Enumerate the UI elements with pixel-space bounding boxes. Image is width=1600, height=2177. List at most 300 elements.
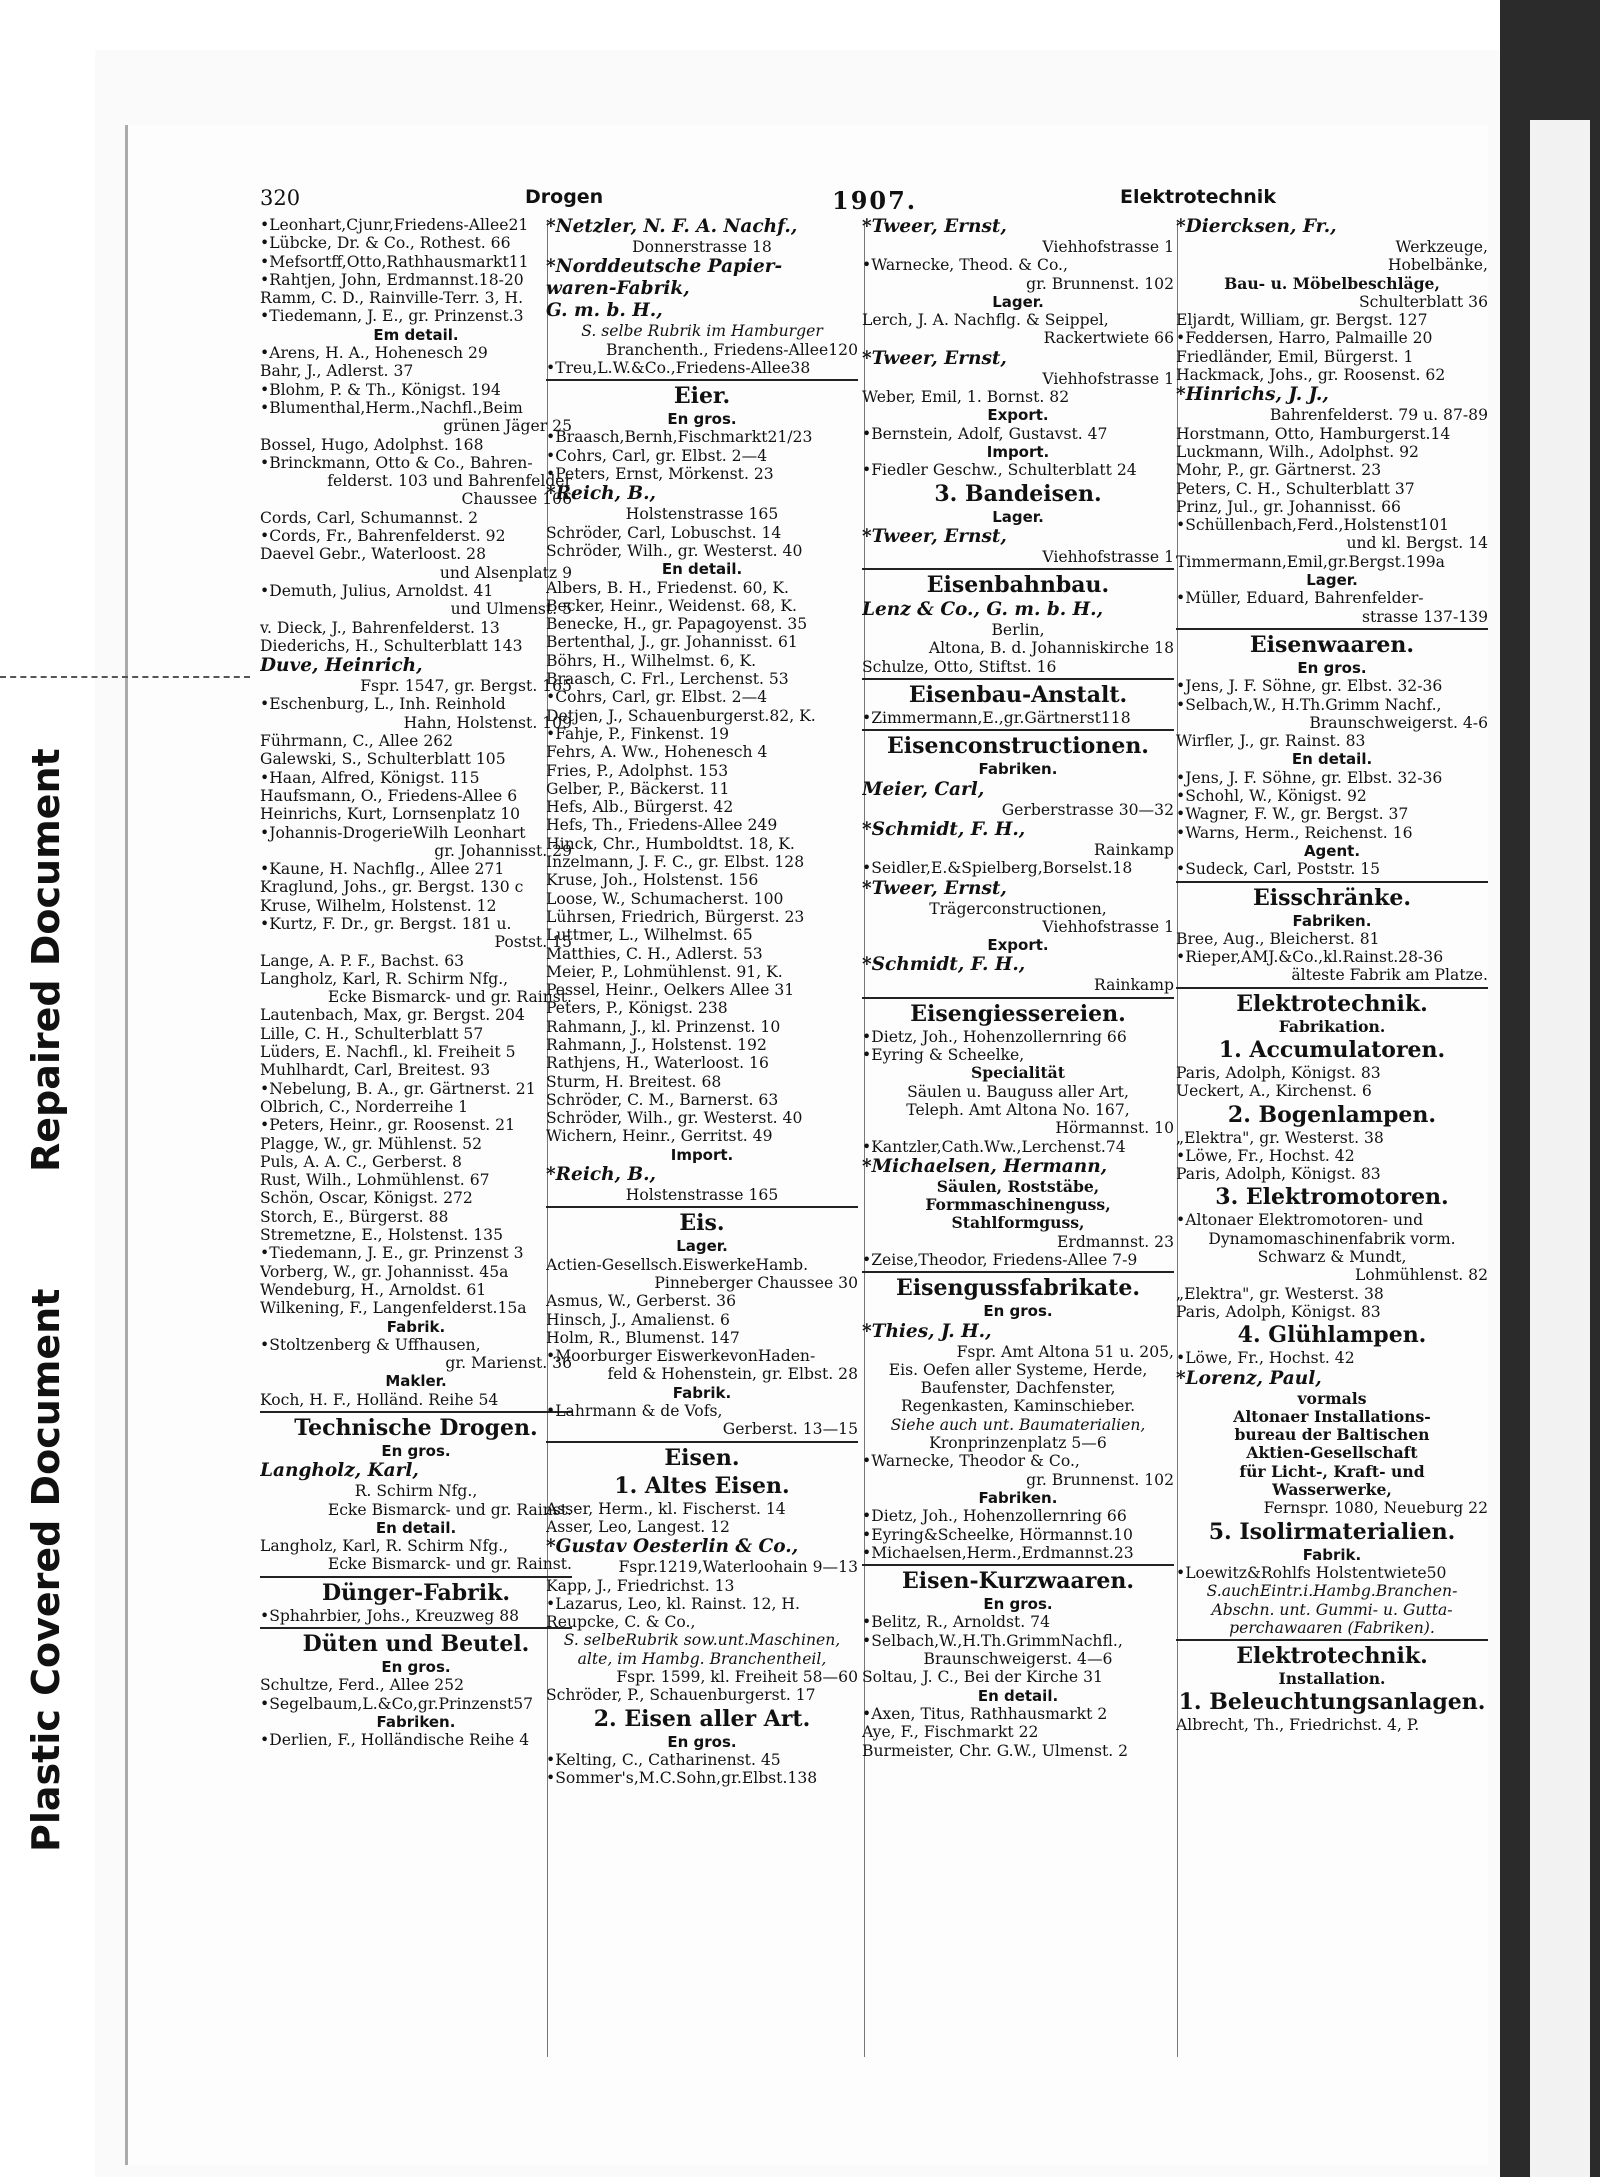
directory-entry: Plagge, W., gr. Mühlenst. 52 xyxy=(260,1134,483,1153)
section-rule xyxy=(1176,987,1488,989)
directory-entry: Weber, Emil, 1. Bornst. 82 xyxy=(862,388,1070,407)
directory-entry: Specialität xyxy=(971,1064,1065,1083)
directory-entry: gr. Brunnenst. 102 xyxy=(1026,274,1174,293)
directory-entry: Installation. xyxy=(1278,1670,1386,1689)
directory-entry: Trägerconstructionen, xyxy=(929,899,1107,918)
directory-entry: Rainkamp xyxy=(1094,976,1174,995)
directory-entry: •Leonhart,Cjunr,Friedens-Allee21 xyxy=(260,216,529,234)
subsection-label: Fabrik. xyxy=(672,1383,732,1402)
directory-entry: feld & Hohenstein, gr. Elbst. 28 xyxy=(607,1365,858,1384)
section-rule xyxy=(862,997,1174,999)
subsection-label: Export. xyxy=(987,936,1049,955)
section-heading: Technische Drogen. xyxy=(294,1415,538,1441)
directory-entry: •Wagner, F. W., gr. Bergst. 37 xyxy=(1176,805,1409,824)
directory-entry: Kruse, Wilhelm, Holstenst. 12 xyxy=(260,896,497,915)
directory-entry: •Peters, Heinr., gr. Roosenst. 21 xyxy=(260,1116,516,1135)
directory-entry: •Eschenburg, L., Inh. Reinhold xyxy=(260,695,506,714)
directory-entry: Gerberstrasse 30—32 xyxy=(1001,800,1174,819)
subsection-label: Import. xyxy=(986,442,1050,461)
directory-entry: •Haan, Alfred, Königst. 115 xyxy=(260,768,480,787)
directory-column-3 xyxy=(862,216,1174,1760)
directory-entry: Asmus, W., Gerberst. 36 xyxy=(546,1292,737,1311)
directory-entry: Fspr. 1547, gr. Bergst. 165 xyxy=(360,677,572,696)
directory-entry: und Ulmenst. 5 xyxy=(450,600,572,619)
firm-name-entry: *Reich, B., xyxy=(546,1164,656,1186)
section-rule xyxy=(546,1206,858,1208)
directory-entry: Schröder, P., Schauenburgerst. 17 xyxy=(546,1686,816,1705)
directory-entry: Inzelmann, J. F. C., gr. Elbst. 128 xyxy=(546,853,805,872)
subsection-label: En gros. xyxy=(1297,658,1367,677)
directory-entry: •Lazarus, Leo, kl. Rainst. 12, H. xyxy=(546,1594,800,1613)
subsection-label: En detail. xyxy=(375,1518,457,1537)
directory-entry: S. selbe Rubrik im Hamburger xyxy=(581,322,823,341)
directory-entry: •Warnecke, Theodor & Co., xyxy=(862,1452,1080,1471)
section-heading: Eier. xyxy=(673,383,731,410)
directory-entry: Hinck, Chr., Humboldtst. 18, K. xyxy=(546,834,795,853)
subsection-label: Fabriken. xyxy=(376,1712,456,1731)
firm-name-entry: Duve, Heinrich, xyxy=(260,655,423,677)
firm-name-entry: *Tweer, Ernst, xyxy=(862,877,1007,899)
directory-entry: Lohmühlenst. 82 xyxy=(1355,1266,1488,1285)
directory-entry: Meier, P., Lohmühlenst. 91, K. xyxy=(546,962,783,981)
directory-entry: Holstenstrasse 165 xyxy=(625,1186,779,1205)
directory-entry: •Schohl, W., Königst. 92 xyxy=(1176,787,1367,806)
directory-entry: Prinz, Jul., gr. Johannisst. 66 xyxy=(1176,497,1401,516)
directory-entry: •Selbach,W., H.Th.Grimm Nachf., xyxy=(1176,695,1442,714)
subsection-label: En gros. xyxy=(667,1732,737,1751)
section-heading: Eisen-Kurzwaaren. xyxy=(901,1568,1135,1595)
section-rule xyxy=(546,1441,858,1443)
directory-entry: Ecke Bismarck- und gr. Rainst. xyxy=(327,1500,572,1519)
directory-entry: Luttmer, L., Wilhelmst. 65 xyxy=(546,926,753,945)
firm-name-entry: Meier, Carl, xyxy=(862,778,985,800)
directory-entry: •Jens, J. F. Söhne, gr. Elbst. 32-36 xyxy=(1176,768,1443,787)
directory-entry: •Fiedler Geschw., Schulterblatt 24 xyxy=(862,461,1137,480)
directory-entry: •Fahje, P., Finkenst. 19 xyxy=(546,724,730,743)
directory-entry: Rust, Wilh., Lohmühlenst. 67 xyxy=(260,1171,490,1190)
directory-entry: •Cohrs, Carl, gr. Elbst. 2—4 xyxy=(546,688,768,707)
directory-entry: Peters, P., Königst. 238 xyxy=(546,999,728,1018)
directory-entry: •Arens, H. A., Hohenesch 29 xyxy=(260,344,488,363)
directory-entry: Fspr.1219,Waterloohain 9—13 xyxy=(618,1558,858,1577)
section-rule xyxy=(1176,881,1488,883)
section-heading: Elektrotechnik. xyxy=(1236,990,1428,1017)
directory-column-2 xyxy=(546,216,858,1787)
directory-entry: •Cords, Fr., Bahrenfelderst. 92 xyxy=(260,527,506,546)
directory-entry: Haufsmann, O., Friedens-Allee 6 xyxy=(260,786,518,805)
directory-entry: •Lübcke, Dr. & Co., Rothest. 66 xyxy=(260,234,511,253)
directory-entry: Holstenstrasse 165 xyxy=(625,505,779,524)
directory-entry: Regenkasten, Kaminschieber. xyxy=(900,1397,1136,1416)
directory-entry: strasse 137-139 xyxy=(1361,607,1488,626)
directory-entry: •Brinckmann, Otto & Co., Bahren- xyxy=(260,453,533,472)
subsection-label: En gros. xyxy=(983,1302,1053,1321)
directory-entry: •Warns, Herm., Reichenst. 16 xyxy=(1176,823,1413,842)
directory-entry: Säulen, Roststäbe, xyxy=(936,1177,1100,1196)
directory-entry: Langholz, Karl, R. Schirm Nfg., xyxy=(260,1537,509,1556)
directory-entry: Loose, W., Schumacherst. 100 xyxy=(546,889,784,908)
directory-entry: Postst. 15 xyxy=(494,933,572,952)
directory-entry: Rahmann, J., kl. Prinzenst. 10 xyxy=(546,1017,781,1036)
section-heading: Eis. xyxy=(679,1210,725,1237)
directory-entry: •Schüllenbach,Ferd.,Holstenst101 xyxy=(1176,516,1450,535)
directory-entry: Dynamomaschinenfabrik vorm. xyxy=(1208,1229,1456,1248)
directory-entry: Friedländer, Emil, Bürgerst. 1 xyxy=(1176,347,1414,366)
directory-entry: Werkzeuge, xyxy=(1395,238,1488,256)
firm-name-entry: *Gustav Oesterlin & Co., xyxy=(546,1536,799,1558)
directory-entry: für Licht-, Kraft- und xyxy=(1239,1462,1425,1481)
directory-entry: Kruse, Joh., Holstenst. 156 xyxy=(546,871,759,890)
subsection-label: Lager. xyxy=(992,507,1044,526)
directory-entry: bureau der Baltischen xyxy=(1234,1426,1430,1445)
directory-entry: Schultze, Ferd., Allee 252 xyxy=(260,1676,465,1695)
directory-entry: Mohr, P., gr. Gärtnerst. 23 xyxy=(1176,461,1382,480)
section-heading: Dünger-Fabrik. xyxy=(321,1579,511,1606)
directory-entry: Aktien-Gesellschaft xyxy=(1246,1444,1418,1463)
directory-entry: •Sommer's,M.C.Sohn,gr.Elbst.138 xyxy=(546,1769,818,1788)
directory-entry: •Seidler,E.&Spielberg,Borselst.18 xyxy=(862,859,1133,878)
directory-entry: Bree, Aug., Bleicherst. 81 xyxy=(1176,929,1380,948)
firm-name-entry: *Tweer, Ernst, xyxy=(862,525,1007,547)
directory-entry: •Zimmermann,E.,gr.Gärtnerst118 xyxy=(862,709,1131,728)
section-heading: 2. Bogenlampen. xyxy=(1227,1101,1437,1128)
directory-entry: Cords, Carl, Schumannst. 2 xyxy=(260,508,479,527)
directory-entry: Langholz, Karl, R. Schirm Nfg., xyxy=(260,969,509,988)
firm-name-entry: *Tweer, Ernst, xyxy=(862,216,1007,237)
directory-entry: Braunschweigerst. 4-6 xyxy=(1309,713,1488,732)
directory-entry: Führmann, C., Allee 262 xyxy=(260,732,454,751)
directory-entry: •Johannis-DrogerieWilh Leonhart xyxy=(260,823,526,842)
directory-entry: Asser, Leo, Langest. 12 xyxy=(546,1517,730,1536)
directory-entry: Wilkening, F., Langenfelderst.15a xyxy=(260,1299,527,1318)
directory-entry: •Müller, Eduard, Bahrenfelder- xyxy=(1176,589,1424,608)
directory-entry: Chaussee 106 xyxy=(461,490,572,509)
directory-entry: Schröder, Carl, Lobuschst. 14 xyxy=(546,523,782,542)
directory-entry: Schwarz & Mundt, xyxy=(1257,1248,1407,1267)
directory-entry: Galewski, S., Schulterblatt 105 xyxy=(260,750,506,769)
subsection-label: Makler. xyxy=(385,1372,447,1391)
section-rule xyxy=(862,1271,1174,1273)
directory-entry: Wasserwerke, xyxy=(1272,1481,1392,1500)
directory-entry: felderst. 103 und Bahrenfelder xyxy=(327,472,572,491)
firm-name-entry: *Schmidt, F. H., xyxy=(862,818,1026,840)
directory-entry: Peters, C. H., Schulterblatt 37 xyxy=(1176,479,1415,498)
directory-entry: Becker, Heinr., Weidenst. 68, K. xyxy=(546,596,797,615)
section-heading: Eisenwaaren. xyxy=(1249,631,1415,658)
directory-entry: Lüders, E. Nachfl., kl. Freiheit 5 xyxy=(260,1043,516,1062)
running-head-left: Drogen xyxy=(525,186,604,208)
subsection-label: En gros. xyxy=(381,1442,451,1460)
directory-entry: •Sudeck, Carl, Poststr. 15 xyxy=(1176,860,1381,879)
directory-entry: älteste Fabrik am Platze. xyxy=(1291,966,1488,985)
directory-entry: R. Schirm Nfg., xyxy=(354,1482,478,1501)
directory-entry: Fries, P., Adolphst. 153 xyxy=(546,761,729,780)
directory-entry: Donnerstrasse 18 xyxy=(632,238,772,256)
directory-entry: •Kelting, C., Catharinenst. 45 xyxy=(546,1750,781,1769)
directory-entry: Ecke Bismarck- und gr. Rainst. xyxy=(327,1555,572,1574)
directory-entry: Eis. Oefen aller Systeme, Herde, xyxy=(888,1360,1148,1379)
directory-entry: Timmermann,Emil,gr.Bergst.199a xyxy=(1176,552,1445,571)
directory-entry: Luckmann, Wilh., Adolphst. 92 xyxy=(1176,442,1419,461)
directory-entry: Bau- u. Möbelbeschläge, xyxy=(1224,274,1440,293)
directory-entry: Rathjens, H., Waterloost. 16 xyxy=(546,1054,769,1073)
directory-entry: •Kantzler,Cath.Ww.,Lerchenst.74 xyxy=(862,1137,1126,1156)
running-head-right: Elektrotechnik xyxy=(1120,186,1276,208)
directory-entry: Kraglund, Johs., gr. Bergst. 130 c xyxy=(260,878,524,897)
directory-entry: Lille, C. H., Schulterblatt 57 xyxy=(260,1024,484,1043)
subsection-label: Import. xyxy=(670,1145,734,1164)
directory-entry: Hefs, Th., Friedens-Allee 249 xyxy=(546,816,778,835)
directory-entry: Ecke Bismarck- und gr. Rainst. xyxy=(327,988,572,1007)
directory-entry: Bertenthal, J., gr. Johannisst. 61 xyxy=(546,633,798,652)
directory-entry: vormals xyxy=(1297,1389,1367,1408)
directory-entry: •Bernstein, Adolf, Gustavst. 47 xyxy=(862,424,1108,443)
directory-entry: •Peters, Ernst, Mörkenst. 23 xyxy=(546,465,774,484)
directory-entry: Branchenth., Friedens-Allee120 xyxy=(606,340,858,359)
directory-entry: grünen Jäger 25 xyxy=(443,417,572,436)
subsection-label: Agent. xyxy=(1303,841,1361,860)
directory-entry: Wirfler, J., gr. Rainst. 83 xyxy=(1176,732,1366,751)
section-heading: Elektrotechnik. xyxy=(1236,1643,1428,1670)
directory-entry: Viehhofstrasse 1 xyxy=(1042,369,1174,388)
directory-entry: •Tiedemann, J. E., gr. Prinzenst 3 xyxy=(260,1244,524,1263)
directory-entry: Pinneberger Chaussee 30 xyxy=(654,1273,858,1292)
directory-entry: •Demuth, Julius, Arnoldst. 41 xyxy=(260,581,494,600)
directory-entry: •Belitz, R., Arnoldst. 74 xyxy=(862,1613,1051,1632)
subsection-label: Fabriken. xyxy=(1292,911,1372,930)
section-rule xyxy=(862,678,1174,680)
section-heading: 1. Accumulatoren. xyxy=(1218,1036,1446,1063)
section-heading: 3. Bandeisen. xyxy=(934,480,1102,507)
directory-entry: •Dietz, Joh., Hohenzollernring 66 xyxy=(862,1027,1127,1046)
firm-name-entry: *Diercksen, Fr., xyxy=(1176,216,1337,237)
directory-entry: Puls, A. A. C., Gerberst. 8 xyxy=(260,1152,462,1171)
directory-entry: Paris, Adolph, Königst. 83 xyxy=(1176,1063,1381,1082)
directory-entry: perchawaaren (Fabriken). xyxy=(1229,1618,1435,1637)
directory-entry: Schulterblatt 36 xyxy=(1358,292,1488,311)
directory-entry: Viehhofstrasse 1 xyxy=(1042,917,1174,936)
directory-entry: •Kurtz, F. Dr., gr. Bergst. 181 u. xyxy=(260,914,512,933)
section-rule xyxy=(862,729,1174,731)
directory-entry: Wendeburg, H., Arnoldst. 61 xyxy=(260,1280,487,1299)
directory-entry: Stahlformguss, xyxy=(951,1214,1085,1233)
directory-entry: Baufenster, Dachfenster, xyxy=(920,1379,1116,1398)
directory-entry: Hackmack, Johs., gr. Roosenst. 62 xyxy=(1176,366,1446,385)
subsection-label: Fabrik. xyxy=(1302,1545,1362,1564)
directory-entry: •Axen, Titus, Rathhausmarkt 2 xyxy=(862,1704,1108,1723)
directory-entry: •Mefsortff,Otto,Rathhausmarkt11 xyxy=(260,252,529,271)
section-heading: 5. Isolirmaterialien. xyxy=(1208,1518,1456,1545)
directory-entry: Altona, B. d. Johanniskirche 18 xyxy=(928,639,1174,658)
directory-entry: •Moorburger EiswerkevonHaden- xyxy=(546,1347,816,1366)
directory-entry: Hörmannst. 10 xyxy=(1055,1119,1174,1138)
directory-entry: •Loewitz&Rohlfs Holstentwiete50 xyxy=(1176,1563,1447,1582)
firm-name-entry: *Netzler, N. F. A. Nachf., xyxy=(546,216,798,237)
directory-entry: Olbrich, C., Norderreihe 1 xyxy=(260,1097,469,1116)
directory-entry: Albers, B. H., Friedenst. 60, K. xyxy=(546,578,789,597)
section-rule xyxy=(1176,1639,1488,1641)
directory-entry: S. selbeRubrik sow.unt.Maschinen, xyxy=(563,1631,841,1650)
directory-entry: Schröder, Wilh., gr. Westerst. 40 xyxy=(546,541,803,560)
directory-entry: Säulen u. Bauguss aller Art, xyxy=(907,1082,1129,1101)
subsection-label: En gros. xyxy=(381,1658,451,1677)
directory-entry: •Löwe, Fr., Hochst. 42 xyxy=(1176,1146,1355,1165)
directory-entry: gr. Marienst. 36 xyxy=(445,1354,572,1373)
subsection-label: Em detail. xyxy=(373,325,459,344)
directory-entry: Heinrichs, Kurt, Lornsenplatz 10 xyxy=(260,805,521,824)
directory-entry: •Nebelung, B. A., gr. Gärtnerst. 21 xyxy=(260,1079,536,1098)
directory-entry: •Eyring&Scheelke, Hörmannst.10 xyxy=(862,1525,1133,1544)
directory-entry: Stremetzne, E., Holstenst. 135 xyxy=(260,1226,504,1245)
directory-entry: •Segelbaum,L.&Co,gr.Prinzenst57 xyxy=(260,1694,534,1713)
directory-entry: Schön, Oscar, Königst. 272 xyxy=(260,1189,473,1208)
directory-entry: Hahn, Holstenst. 109 xyxy=(403,713,572,732)
directory-entry: Hinsch, J., Amalienst. 6 xyxy=(546,1310,730,1329)
subsection-label: Fabriken. xyxy=(978,1488,1058,1507)
directory-entry: Gerberst. 13—15 xyxy=(722,1420,858,1439)
adjacent-page-edge xyxy=(1530,120,1590,2177)
subsection-label: En detail. xyxy=(1291,750,1373,769)
firm-name-entry: *Lorenz, Paul, xyxy=(1176,1367,1322,1389)
subsection-label: En gros. xyxy=(667,410,737,429)
directory-entry: gr. Brunnenst. 102 xyxy=(1026,1470,1174,1489)
firm-name-entry: Langholz, Karl, xyxy=(260,1460,419,1482)
directory-entry: Fspr. Amt Altona 51 u. 205, xyxy=(956,1342,1174,1361)
directory-entry: alte, im Hambg. Branchentheil, xyxy=(577,1649,827,1668)
directory-entry: Bossel, Hugo, Adolphst. 168 xyxy=(260,435,484,454)
directory-entry: Benecke, H., gr. Papagoyenst. 35 xyxy=(546,615,808,634)
subsection-label: En gros. xyxy=(983,1595,1053,1614)
directory-entry: Braasch, C. Frl., Lerchenst. 53 xyxy=(546,670,789,689)
directory-entry: Braunschweigerst. 4—6 xyxy=(923,1650,1113,1669)
directory-entry: Ramm, C. D., Rainville-Terr. 3, H. xyxy=(260,289,524,308)
directory-entry: Koch, H. F., Holländ. Reihe 54 xyxy=(260,1390,499,1409)
subsection-label: Export. xyxy=(987,406,1049,425)
section-heading: 1. Beleuchtungsanlagen. xyxy=(1178,1689,1486,1716)
directory-entry: Wichern, Heinr., Gerritst. 49 xyxy=(546,1127,773,1146)
directory-entry: Horstmann, Otto, Hamburgerst.14 xyxy=(1176,424,1451,443)
directory-entry: Rackertwiete 66 xyxy=(1043,329,1174,348)
subsection-label: Lager. xyxy=(1306,571,1358,590)
firm-name-entry: *Norddeutsche Papier- xyxy=(546,256,783,278)
section-heading: Eisengussfabrikate. xyxy=(895,1275,1141,1302)
directory-entry: •Zeise,Theodor, Friedens-Allee 7-9 xyxy=(862,1250,1138,1269)
directory-entry: und Alsenplatz 9 xyxy=(439,563,572,582)
section-heading: Eisenbau-Anstalt. xyxy=(908,682,1128,709)
directory-entry: •Kaune, H. Nachflg., Allee 271 xyxy=(260,860,505,879)
section-heading: 2. Eisen aller Art. xyxy=(593,1705,811,1732)
directory-entry: Viehhofstrasse 1 xyxy=(1042,238,1174,256)
directory-entry: Fehrs, A. Ww., Hohenesch 4 xyxy=(546,743,768,762)
section-rule xyxy=(260,1627,572,1629)
directory-entry: Schröder, Wilh., gr. Westerst. 40 xyxy=(546,1109,803,1128)
directory-entry: Schröder, C. M., Barnerst. 63 xyxy=(546,1090,779,1109)
repaired-document-label: Repaired Document xyxy=(24,748,68,1172)
page-header xyxy=(250,186,1490,216)
section-rule xyxy=(546,379,858,381)
firm-name-entry: *Schmidt, F. H., xyxy=(862,954,1026,976)
subsection-label: Fabriken. xyxy=(978,760,1058,779)
subsection-label: En detail. xyxy=(977,1686,1059,1705)
section-heading: 3. Elektromotoren. xyxy=(1215,1184,1449,1211)
directory-entry: •Blohm, P. & Th., Königst. 194 xyxy=(260,380,501,399)
directory-column-1 xyxy=(260,216,572,1750)
section-rule xyxy=(1176,628,1488,630)
directory-entry: Burmeister, Chr. G.W., Ulmenst. 2 xyxy=(862,1741,1129,1760)
directory-entry: Bahrenfelderst. 79 u. 87-89 xyxy=(1269,406,1488,425)
directory-entry: „Elektra", gr. Westerst. 38 xyxy=(1176,1284,1384,1303)
section-rule xyxy=(260,1411,572,1413)
directory-entry: Rahmann, J., Holstenst. 192 xyxy=(546,1035,767,1054)
directory-entry: Daevel Gebr., Waterloost. 28 xyxy=(260,545,486,564)
directory-entry: Pessel, Heinr., Oelkers Allee 31 xyxy=(546,981,795,1000)
directory-entry: •Treu,L.W.&Co.,Friedens-Allee38 xyxy=(546,358,811,377)
directory-entry: Gelber, P., Bäckerst. 11 xyxy=(546,779,730,798)
directory-entry: •Braasch,Bernh,Fischmarkt21/23 xyxy=(546,428,813,447)
directory-entry: Abschn. unt. Gummi- u. Gutta- xyxy=(1211,1600,1453,1619)
section-heading: 4. Glühlampen. xyxy=(1237,1322,1427,1349)
section-heading: 1. Altes Eisen. xyxy=(614,1472,790,1499)
directory-entry: Paris, Adolph, Königst. 83 xyxy=(1176,1165,1381,1184)
directory-entry: Matthies, C. H., Adlerst. 53 xyxy=(546,944,763,963)
directory-entry: •Rieper,AMJ.&Co.,kl.Rainst.28-36 xyxy=(1176,948,1444,967)
directory-entry: •Warnecke, Theod. & Co., xyxy=(862,256,1068,275)
section-heading: Eisengiessereien. xyxy=(910,1000,1126,1027)
directory-entry: •Rahtjen, John, Erdmannst.18-20 xyxy=(260,270,524,289)
directory-entry: •Michaelsen,Herm.,Erdmannst.23 xyxy=(862,1543,1134,1562)
section-heading: Düten und Beutel. xyxy=(302,1631,530,1658)
directory-entry: •Sphahrbier, Johs., Kreuzweg 88 xyxy=(260,1606,520,1625)
directory-entry: und kl. Bergst. 14 xyxy=(1346,534,1488,553)
firm-name-entry: *Reich, B., xyxy=(546,483,656,505)
directory-entry: Vorberg, W., gr. Johannisst. 45a xyxy=(260,1262,509,1281)
subsection-label: Fabrik. xyxy=(386,1317,446,1336)
directory-entry: v. Dieck, J., Bahrenfelderst. 13 xyxy=(260,618,500,637)
directory-entry: Diederichs, H., Schulterblatt 143 xyxy=(260,636,523,655)
subsection-label: Lager. xyxy=(992,292,1044,311)
directory-entry: Kapp, J., Friedrichst. 13 xyxy=(546,1576,735,1595)
directory-entry: Asser, Herm., kl. Fischerst. 14 xyxy=(546,1499,786,1518)
directory-entry: •Altonaer Elektromotoren- und xyxy=(1176,1211,1424,1230)
directory-entry: •Dietz, Joh., Hohenzollernring 66 xyxy=(862,1507,1127,1526)
directory-entry: •Selbach,W.,H.Th.GrimmNachfl., xyxy=(862,1631,1123,1650)
directory-entry: Soltau, J. C., Bei der Kirche 31 xyxy=(862,1668,1103,1687)
firm-name-entry: G. m. b. H., xyxy=(546,300,663,322)
directory-entry: Fabrikation. xyxy=(1278,1017,1386,1036)
directory-entry: Hefs, Alb., Bürgerst. 42 xyxy=(546,798,734,817)
directory-entry: Fspr. 1599, kl. Freiheit 58—60 xyxy=(616,1668,858,1686)
section-rule xyxy=(260,1576,572,1578)
directory-entry: •Lahrmann & de Vofs, xyxy=(546,1402,723,1421)
directory-entry: •Eyring & Scheelke, xyxy=(862,1046,1025,1065)
firm-name-entry: *Thies, J. H., xyxy=(862,1320,992,1342)
dashed-separator xyxy=(0,676,250,678)
directory-entry: Actien-Gesellsch.EiswerkeHamb. xyxy=(546,1255,809,1274)
directory-entry: S.auchEintr.i.Hambg.Branchen- xyxy=(1206,1582,1458,1601)
year-heading: 1907. xyxy=(832,186,918,215)
subsection-label: En detail. xyxy=(661,560,743,579)
directory-entry: Rainkamp xyxy=(1094,840,1174,859)
directory-entry: Viehhofstrasse 1 xyxy=(1042,547,1174,566)
directory-entry: Bahr, J., Adlerst. 37 xyxy=(260,362,414,381)
section-heading: Eisenbahnbau. xyxy=(926,572,1110,599)
subsection-label: Lager. xyxy=(676,1237,728,1256)
directory-entry: Altonaer Installations- xyxy=(1233,1407,1431,1426)
directory-entry: •Blumenthal,Herm.,Nachfl.,Beim xyxy=(260,398,523,417)
directory-entry: Lerch, J. A. Nachflg. & Seippel, xyxy=(862,311,1109,330)
page-number: 320 xyxy=(260,186,301,210)
directory-entry: Aye, F., Fischmarkt 22 xyxy=(862,1723,1039,1742)
